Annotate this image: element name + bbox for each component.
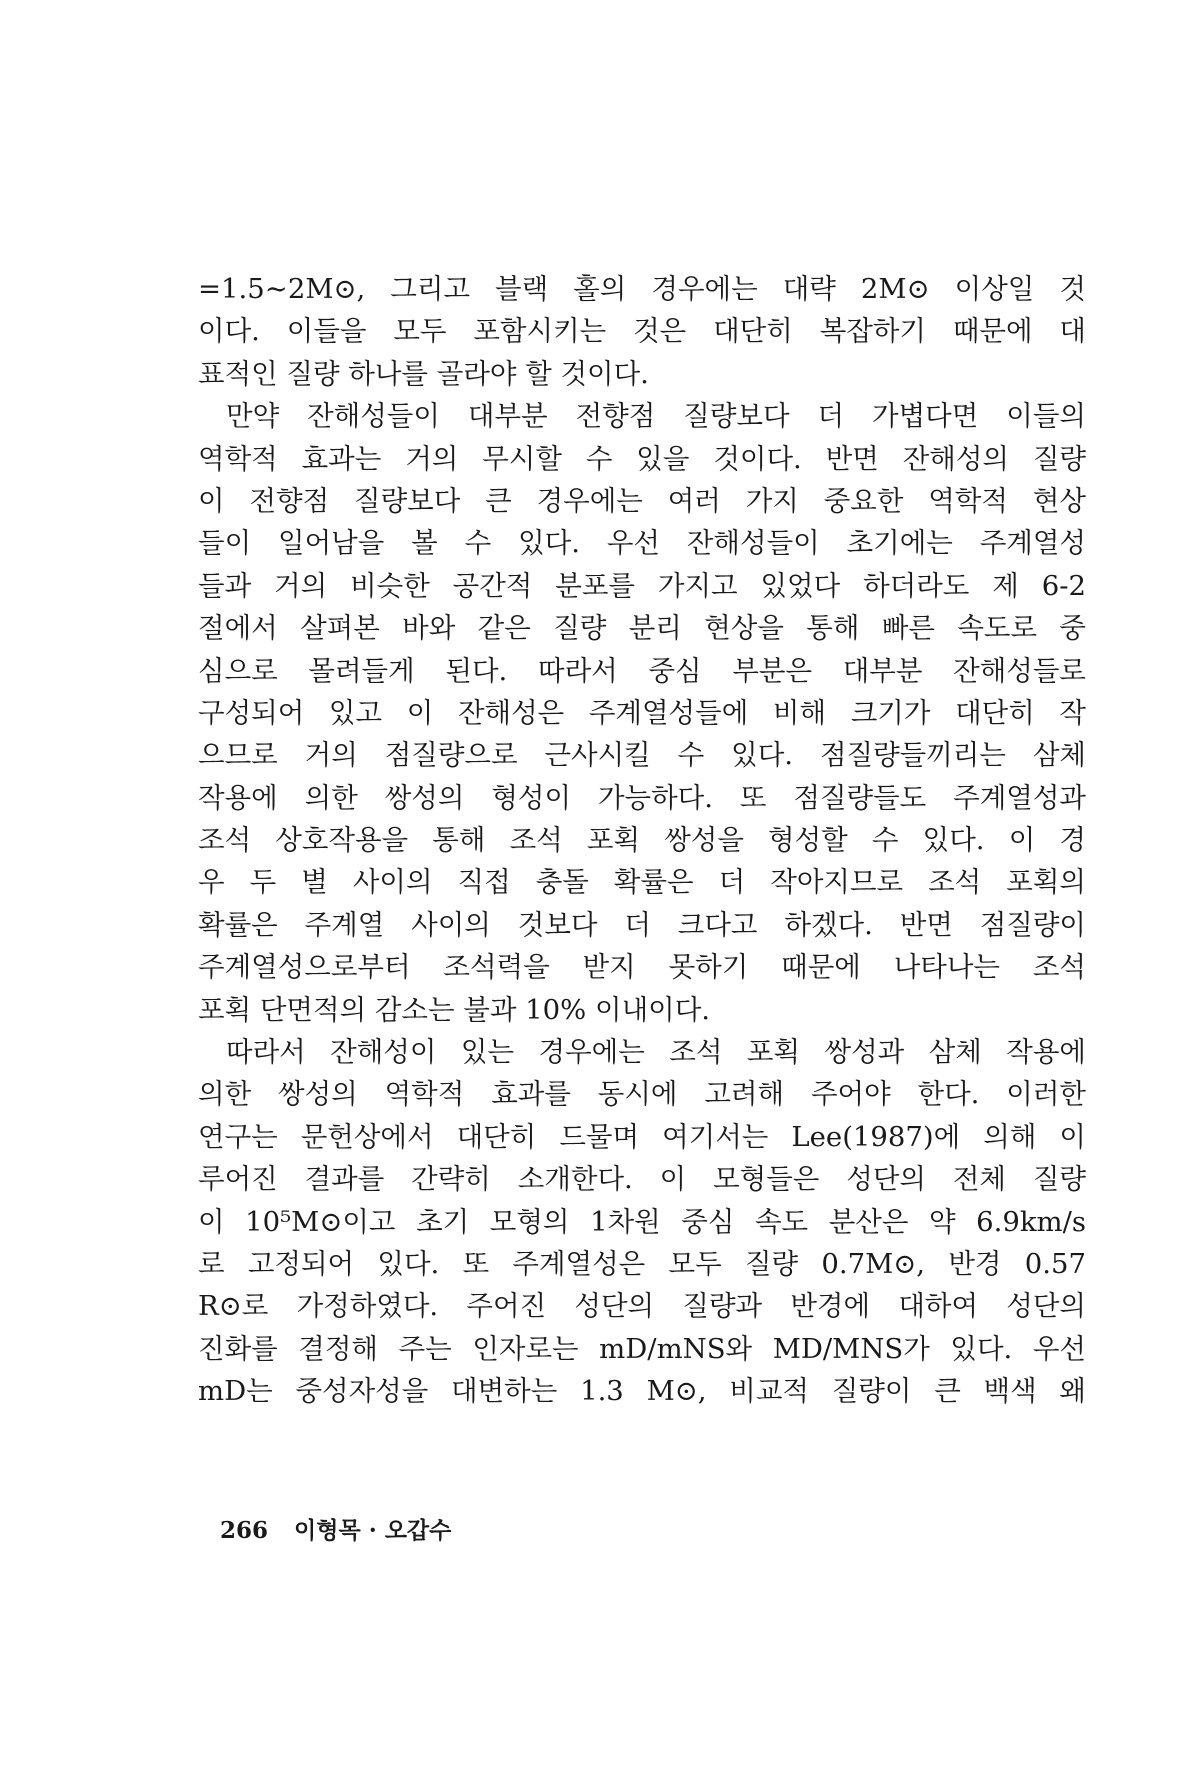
text-line: 조석 상호작용을 통해 조석 포획 쌍성을 형성할 수 있다. 이 경 [198, 824, 1086, 857]
body-text [198, 268, 1086, 1413]
text-line: 들이 일어남을 볼 수 있다. 우선 잔해성들이 초기에는 주계열성 [198, 527, 1086, 560]
text-line: 들과 거의 비슷한 공간적 분포를 가지고 있었다 하더라도 제 6-2 [198, 569, 1086, 602]
text-line: 으므로 거의 점질량으로 근사시킬 수 있다. 점질량들끼리는 삼체 [198, 739, 1086, 772]
text-line: 작용에 의한 쌍성의 형성이 가능하다. 또 점질량들도 주계열성과 [198, 781, 1086, 814]
text-line: 이 전향점 질량보다 큰 경우에는 여러 가지 중요한 역학적 현상 [198, 484, 1086, 517]
text-line: 이다. 이들을 모두 포함시키는 것은 대단히 복잡하기 때문에 대 [198, 315, 1086, 348]
footer-authors: 이형목 · 오갑수 [294, 1517, 452, 1544]
text-line: 이 10⁵M⊙이고 초기 모형의 1차원 중심 속도 분산은 약 6.9km/s [198, 1205, 1086, 1238]
text-line: 따라서 잔해성이 있는 경우에는 조석 포획 쌍성과 삼체 작용에 [226, 1036, 1086, 1069]
text-line: 구성되어 있고 이 잔해성은 주계열성들에 비해 크기가 대단히 작 [198, 696, 1086, 729]
text-line: 만약 잔해성들이 대부분 전향점 질량보다 더 가볍다면 이들의 [226, 400, 1086, 433]
text-line: 주계열성으로부터 조석력을 받지 못하기 때문에 나타나는 조석 [198, 951, 1086, 984]
page-number: 266 [220, 1517, 269, 1544]
page-footer [220, 1512, 451, 1545]
text-line: 절에서 살펴본 바와 같은 질량 분리 현상을 통해 빠른 속도로 중 [198, 612, 1086, 645]
text-line: 우 두 별 사이의 직접 충돌 확률은 더 작아지므로 조석 포획의 [198, 866, 1086, 899]
text-line: 로 고정되어 있다. 또 주계열성은 모두 질량 0.7M⊙, 반경 0.57 [198, 1247, 1086, 1280]
text-line: 연구는 문헌상에서 대단히 드물며 여기서는 Lee(1987)에 의해 이 [198, 1120, 1086, 1153]
text-line: 심으로 몰려들게 된다. 따라서 중심 부분은 대부분 잔해성들로 [198, 654, 1086, 687]
text-line: R⊙로 가정하였다. 주어진 성단의 질량과 반경에 대하여 성단의 [198, 1290, 1086, 1323]
text-line: 역학적 효과는 거의 무시할 수 있을 것이다. 반면 잔해성의 질량 [198, 442, 1086, 475]
text-line: 루어진 결과를 간략히 소개한다. 이 모형들은 성단의 전체 질량 [198, 1163, 1086, 1196]
text-line: mD는 중성자성을 대변하는 1.3 M⊙, 비교적 질량이 큰 백색 왜 [198, 1375, 1086, 1408]
text-line: 확률은 주계열 사이의 것보다 더 크다고 하겠다. 반면 점질량이 [198, 908, 1086, 941]
text-line: =1.5∼2M⊙, 그리고 블랙 홀의 경우에는 대략 2M⊙ 이상일 것 [198, 273, 1086, 305]
text-line: 의한 쌍성의 역학적 효과를 동시에 고려해 주어야 한다. 이러한 [198, 1078, 1086, 1111]
text-line: 포획 단면적의 감소는 불과 10% 이내이다. [198, 993, 711, 1026]
text-line: 진화를 결정해 주는 인자로는 mD/mNS와 MD/MNS가 있다. 우선 [198, 1332, 1086, 1365]
text-line: 표적인 질량 하나를 골라야 할 것이다. [198, 357, 649, 390]
